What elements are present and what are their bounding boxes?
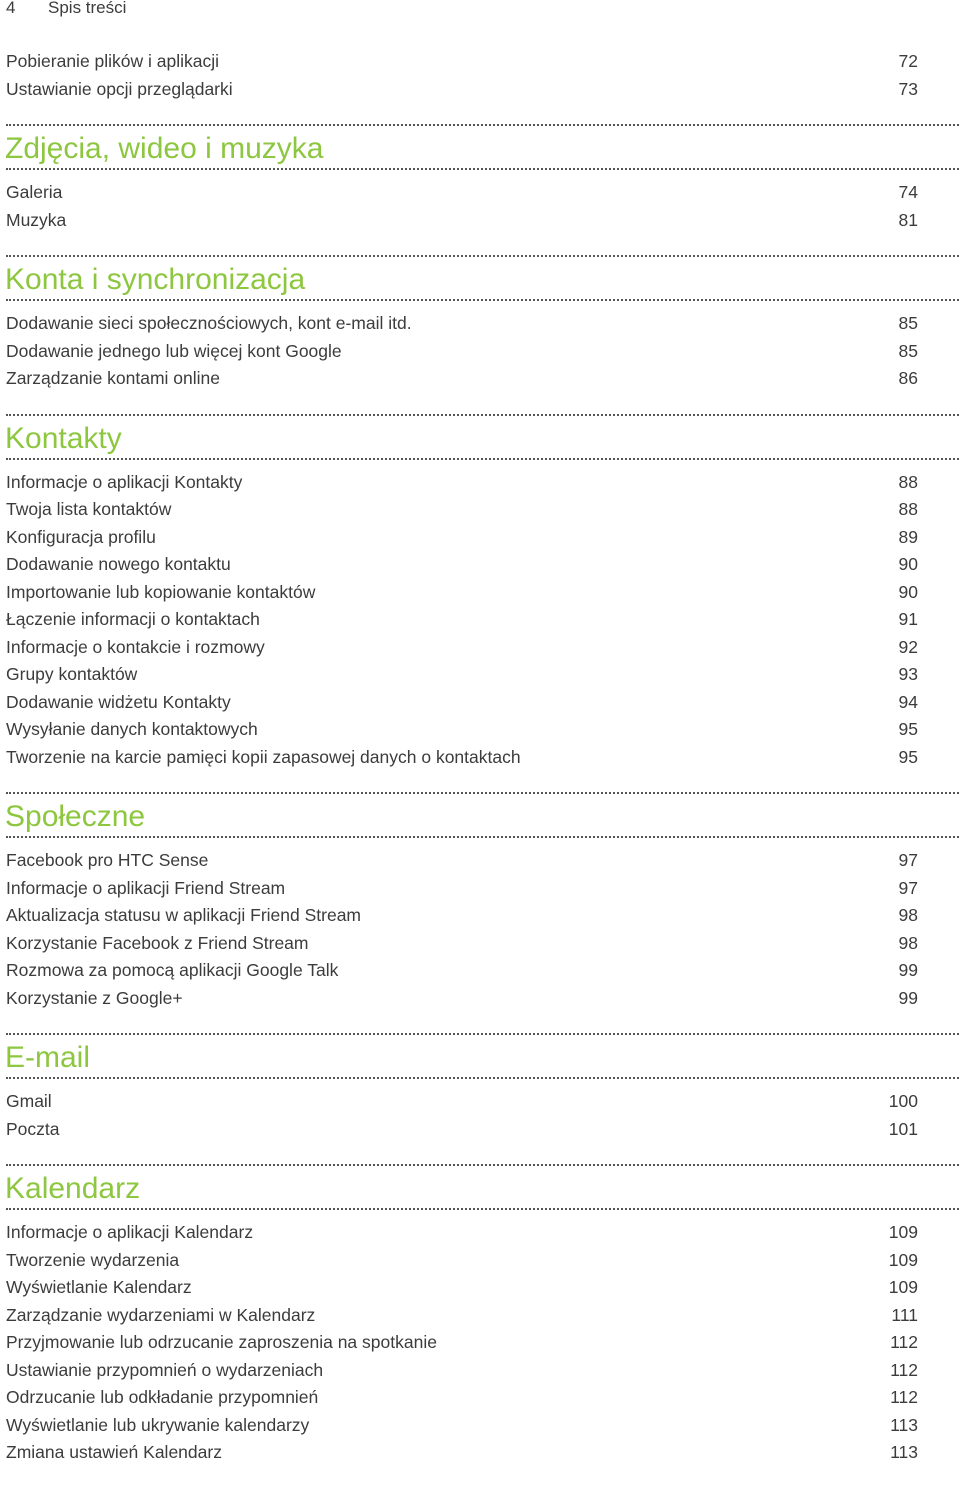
section-divider	[6, 299, 959, 301]
section-heading: Kalendarz	[5, 1172, 141, 1205]
toc-entry-title: Informacje o kontakcie i rozmowy	[6, 636, 265, 657]
toc-entry[interactable]	[6, 1358, 918, 1382]
toc-entry-page: 99	[898, 960, 918, 980]
section-divider	[6, 168, 959, 170]
toc-entry-title: Dodawanie widżetu Kontakty	[6, 691, 231, 712]
toc-entry[interactable]	[6, 1303, 918, 1327]
toc-entry-title: Aktualizacja statusu w aplikacji Friend Stream	[6, 905, 362, 925]
section-divider	[6, 458, 959, 460]
toc-entry-page: 98	[898, 932, 918, 953]
toc-entry[interactable]	[6, 1275, 918, 1299]
toc-entry[interactable]	[6, 662, 918, 686]
toc-entry[interactable]	[6, 339, 918, 363]
toc-entry[interactable]	[6, 903, 918, 927]
toc-entry-title: Informacje o aplikacji Kalendarz	[6, 1222, 254, 1242]
toc-entry[interactable]	[6, 1248, 918, 1272]
toc-entry-title: Dodawanie sieci społecznościowych, kont e-mail itd.	[6, 313, 412, 333]
section-divider	[6, 836, 959, 838]
section-divider	[6, 124, 959, 126]
toc-entry-title: Korzystanie z Google+	[6, 987, 183, 1008]
toc-entry-page: 73	[898, 78, 918, 99]
toc-entry[interactable]	[6, 552, 918, 576]
toc-entry-title: Galeria	[6, 182, 63, 202]
toc-entry[interactable]	[6, 635, 918, 659]
toc-entry-title: Zmiana ustawień Kalendarz	[6, 1442, 222, 1462]
toc-entry[interactable]	[6, 1385, 918, 1409]
toc-entry[interactable]	[6, 49, 918, 73]
toc-entry[interactable]	[6, 525, 918, 549]
toc-entry-page: 113	[890, 1442, 918, 1462]
toc-entry-title: Pobieranie plików i aplikacji	[6, 51, 220, 71]
toc-entry[interactable]	[6, 931, 918, 955]
toc-entry-page: 88	[898, 471, 918, 492]
toc-entry[interactable]	[6, 958, 918, 982]
toc-entry[interactable]	[6, 1089, 918, 1113]
toc-entry-title: Przyjmowanie lub odrzucanie zaproszenia na spotkanie	[6, 1332, 437, 1352]
toc-entry-page: 113	[890, 1414, 918, 1435]
page-title: Spis treści	[48, 0, 127, 17]
toc-entry-page: 74	[898, 182, 918, 202]
toc-entry-page: 72	[898, 51, 918, 71]
toc-entry[interactable]	[6, 580, 918, 604]
toc-entry-title: Grupy kontaktów	[6, 664, 138, 684]
toc-entry-title: Dodawanie nowego kontaktu	[6, 554, 231, 574]
toc-entry[interactable]	[6, 848, 918, 872]
toc-entry-title: Informacje o aplikacji Kontakty	[6, 471, 243, 492]
toc-entry[interactable]	[6, 1330, 918, 1354]
toc-entry-title: Wysyłanie danych kontaktowych	[6, 719, 258, 739]
toc-entry-page: 99	[898, 987, 918, 1008]
toc-entry-title: Odrzucanie lub odkładanie przypomnień	[6, 1387, 319, 1407]
toc-entry-page: 92	[898, 636, 918, 657]
toc-entry[interactable]	[6, 180, 918, 204]
section-divider	[6, 1077, 959, 1079]
toc-entry[interactable]	[6, 1220, 918, 1244]
toc-entry-page: 95	[898, 746, 918, 767]
toc-entry[interactable]	[6, 497, 918, 521]
toc-entry-title: Wyświetlanie Kalendarz	[6, 1277, 192, 1297]
toc-entry[interactable]	[6, 470, 918, 494]
toc-entry-title: Rozmowa za pomocą aplikacji Google Talk	[6, 960, 339, 980]
toc-entry-title: Ustawianie przypomnień o wydarzeniach	[6, 1359, 324, 1380]
toc-entry-page: 86	[898, 368, 918, 388]
toc-entry-title: Poczta	[6, 1118, 60, 1139]
toc-entry-title: Importowanie lub kopiowanie kontaktów	[6, 581, 316, 602]
toc-entry-page: 90	[898, 581, 918, 602]
toc-entry[interactable]	[6, 1413, 918, 1437]
toc-entry-title: Zarządzanie kontami online	[6, 368, 221, 388]
toc-entry-title: Tworzenie na karcie pamięci kopii zapasowej danych o kontaktach	[6, 746, 521, 767]
toc-entry-title: Muzyka	[6, 209, 67, 230]
section-divider	[6, 792, 959, 794]
toc-entry[interactable]	[6, 208, 918, 232]
toc-entry-title: Łączenie informacji o kontaktach	[6, 609, 260, 629]
toc-entry-title: Konfiguracja profilu	[6, 526, 156, 547]
toc-entry-page: 97	[898, 850, 918, 870]
toc-entry[interactable]	[6, 1117, 918, 1141]
toc-entry-page: 89	[898, 526, 918, 547]
section-heading: Kontakty	[5, 421, 122, 455]
toc-entry[interactable]	[6, 311, 918, 335]
toc-entry-page: 85	[898, 340, 918, 361]
toc-entry-page: 112	[890, 1359, 918, 1380]
section-heading: Konta i synchronizacja	[5, 263, 306, 296]
section-divider	[6, 414, 959, 416]
toc-entry-title: Dodawanie jednego lub więcej kont Google	[6, 340, 342, 361]
page-header	[6, 0, 126, 20]
toc-entry-title: Ustawianie opcji przeglądarki	[6, 78, 233, 99]
toc-entry-page: 85	[898, 313, 918, 333]
toc-entry[interactable]	[6, 607, 918, 631]
section-divider	[6, 1033, 959, 1035]
toc-entry-page: 101	[888, 1118, 918, 1139]
toc-entry[interactable]	[6, 986, 918, 1010]
toc-entry-page: 109	[888, 1222, 918, 1242]
toc-entry-title: Tworzenie wydarzenia	[6, 1249, 180, 1270]
toc-entry-page: 109	[888, 1249, 918, 1270]
toc-entry-page: 90	[898, 554, 918, 574]
toc-entry-page: 109	[888, 1277, 918, 1297]
toc-entry-page: 94	[898, 691, 918, 712]
toc-entry[interactable]	[6, 745, 918, 769]
toc-entry-page: 88	[898, 499, 918, 519]
toc-entry-title: Gmail	[6, 1091, 52, 1111]
page-number: 4	[6, 0, 16, 17]
section-divider	[6, 1164, 959, 1166]
section-heading: E-mail	[5, 1041, 91, 1074]
toc-entry-title: Informacje o aplikacji Friend Stream	[6, 877, 286, 898]
toc-entry-title: Korzystanie Facebook z Friend Stream	[6, 932, 309, 953]
section-heading: Społeczne	[5, 800, 146, 833]
section-heading: Zdjęcia, wideo i muzyka	[5, 132, 324, 165]
toc-entry[interactable]	[6, 876, 918, 900]
toc-entry-page: 97	[898, 877, 918, 898]
section-divider	[6, 255, 959, 257]
toc-entry-page: 81	[898, 209, 918, 230]
toc-entry[interactable]	[6, 1440, 918, 1464]
toc-entry-page: 91	[898, 609, 918, 629]
toc-entry-page: 93	[898, 664, 918, 684]
toc-entry-page: 98	[898, 905, 918, 925]
toc-entry-page: 112	[890, 1332, 918, 1352]
toc-entry-page: 111	[891, 1304, 918, 1325]
toc-entry-title: Zarządzanie wydarzeniami w Kalendarz	[6, 1304, 316, 1325]
toc-entry[interactable]	[6, 77, 918, 101]
toc-entry-title: Twoja lista kontaktów	[6, 499, 172, 519]
toc-entry-title: Wyświetlanie lub ukrywanie kalendarzy	[6, 1414, 310, 1435]
toc-entry[interactable]	[6, 717, 918, 741]
section-divider	[6, 1208, 959, 1210]
toc-entry[interactable]	[6, 366, 918, 390]
toc-entry-page: 95	[898, 719, 918, 739]
toc-entry-title: Facebook pro HTC Sense	[6, 850, 209, 870]
toc-entry-page: 112	[890, 1387, 918, 1407]
toc-entry[interactable]	[6, 690, 918, 714]
toc-entry-page: 100	[888, 1091, 918, 1111]
